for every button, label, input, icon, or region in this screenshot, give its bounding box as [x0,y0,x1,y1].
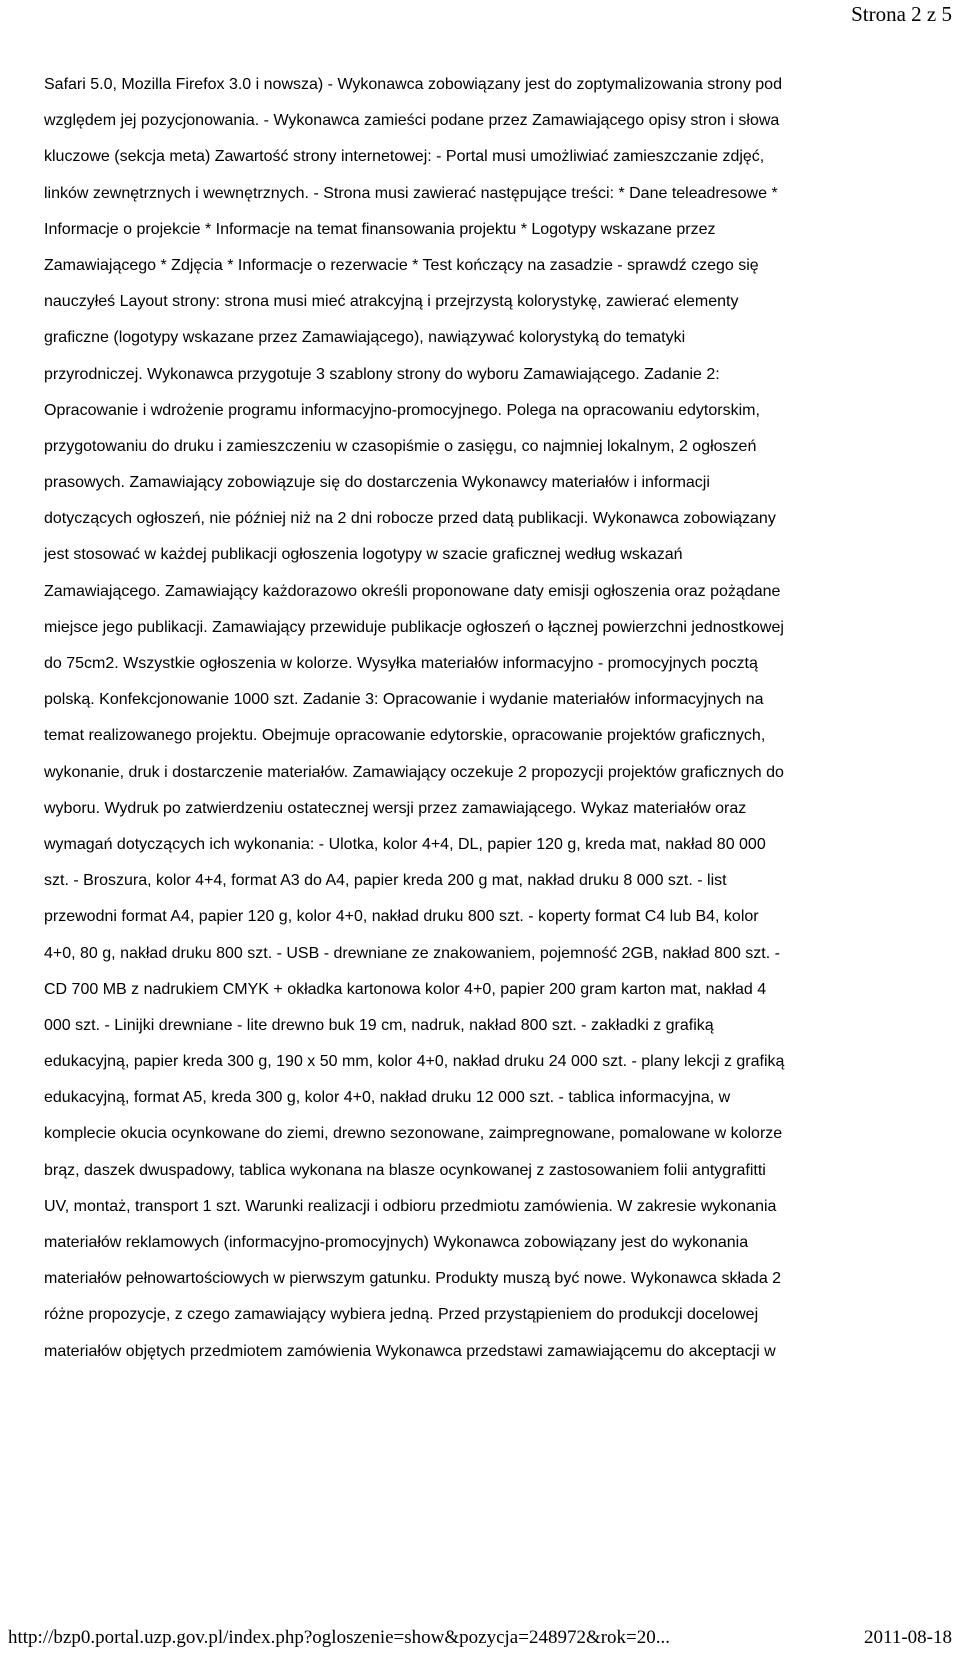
page-number: Strona 2 z 5 [851,2,952,26]
body-text-line: edukacyjną, papier kreda 300 g, 190 x 50 mm, kolor 4+0, nakład druku 24 000 szt. - plany lekcji z grafiką [44,1053,785,1071]
body-text-line: temat realizowanego projektu. Obejmuje opracowanie edytorskie, opracowanie projektów graficznych, [44,727,766,745]
page-footer [8,1626,952,1650]
footer-date: 2011-08-18 [864,1627,952,1648]
body-text-line: materiałów pełnowartościowych w pierwszym gatunku. Produkty muszą być nowe. Wykonawca składa 2 [44,1270,782,1288]
body-text-line: Safari 5.0, Mozilla Firefox 3.0 i nowsza) - Wykonawca zobowiązany jest do zoptymalizowania strony pod [44,76,782,93]
body-text-line: graficzne (logotypy wskazane przez Zamawiającego), nawiązywać kolorystyką do tematyki [44,329,686,347]
body-text-line: prasowych. Zamawiający zobowiązuje się do dostarczenia Wykonawcy materiałów i informacji [44,474,710,492]
body-text-line: wymagań dotyczących ich wykonania: - Ulotka, kolor 4+4, DL, papier 120 g, kreda mat, nakład 80 000 [44,835,766,853]
body-text-line: UV, montaż, transport 1 szt. Warunki realizacji i odbioru przedmiotu zamówienia. W zakresie wykonania [44,1197,777,1215]
body-text-line: wykonanie, druk i dostarczenie materiałów. Zamawiający oczekuje 2 propozycji projektów graficznych do [44,763,784,781]
body-text-line: różne propozycje, z czego zamawiający wybiera jedną. Przed przystąpieniem do produkcji docelowej [44,1306,759,1324]
document-body [44,67,948,1370]
body-text-line: nauczyłeś Layout strony: strona musi mieć atrakcyjną i przejrzystą kolorystykę, zawierać elementy [44,293,739,311]
body-text-line: Zamawiającego * Zdjęcia * Informacje o rezerwacie * Test kończący na zasadzie - sprawdź czego się [44,256,759,274]
body-text-line: linków zewnętrznych i wewnętrznych. - Strona musi zawierać następujące treści: * Dane teleadresowe * [44,184,778,202]
body-text-line: do 75cm2. Wszystkie ogłoszenia w kolorze. Wysyłka materiałów informacyjno - promocyjnych pocztą [44,655,758,672]
body-text-line: 4+0, 80 g, nakład druku 800 szt. - USB - drewniane ze znakowaniem, pojemność 2GB, nakład 800 szt. - [44,944,780,962]
body-text-line: Informacje o projekcie * Informacje na temat finansowania projektu * Logotypy wskazane przez [44,220,716,238]
body-text-line: jest stosować w każdej publikacji ogłoszenia logotypy w szacie graficznej według wskazań [44,546,683,564]
body-text-line: edukacyjną, format A5, kreda 300 g, kolor 4+0, nakład druku 12 000 szt. - tablica informacyjna, w [44,1089,731,1107]
body-text-line: przewodni format A4, papier 120 g, kolor 4+0, nakład druku 800 szt. - koperty format C4 lub B4, kolor [44,908,759,926]
body-text-line: komplecie okucia ocynkowane do ziemi, drewno sezonowane, zaimpregnowane, pomalowane w kolorze [44,1125,783,1143]
body-text-line: wyboru. Wydruk po zatwierdzeniu ostatecznej wersji przez zamawiającego. Wykaz materiałów oraz [44,799,747,817]
body-text-line: brąz, daszek dwuspadowy, tablica wykonana na blasze ocynkowanej z zastosowaniem folii antygrafitti [44,1161,766,1179]
body-text-line: Zamawiającego. Zamawiający każdorazowo określi proponowane daty emisji ogłoszenia oraz pożądane [44,582,781,600]
body-text-line: szt. - Broszura, kolor 4+4, format A3 do A4, papier kreda 200 g mat, nakład druku 8 000 szt. - list [44,872,727,890]
body-text-line: względem jej pozycjonowania. - Wykonawca zamieści podane przez Zamawiającego opisy stron i słowa [44,112,780,130]
body-text-line: kluczowe (sekcja meta) Zawartość strony internetowej: - Portal musi umożliwiać zamieszczanie zdjęć, [44,148,765,166]
body-text-line: polską. Konfekcjonowanie 1000 szt. Zadanie 3: Opracowanie i wydanie materiałów informacyjnych na [44,691,764,709]
body-text-line: materiałów objętych przedmiotem zamówienia Wykonawca przedstawi zamawiającemu do akceptacji w [44,1342,776,1360]
body-text-line: przyrodniczej. Wykonawca przygotuje 3 szablony strony do wyboru Zamawiającego. Zadanie 2: [44,365,720,383]
body-text-line: dotyczących ogłoszeń, nie później niż na 2 dni robocze przed datą publikacji. Wykonawca zobowiązany [44,510,776,528]
body-text-line: 000 szt. - Linijki drewniane - lite drewno buk 19 cm, nadruk, nakład 800 szt. - zakładki z grafiką [44,1016,714,1034]
body-text-line: Opracowanie i wdrożenie programu informacyjno-promocyjnego. Polega na opracowaniu edytorskim, [44,401,760,419]
body-text-line: przygotowaniu do druku i zamieszczeniu w czasopiśmie o zasięgu, co najmniej lokalnym, 2 ogłoszeń [44,437,757,455]
body-text-line: materiałów reklamowych (informacyjno-promocyjnych) Wykonawca zobowiązany jest do wykonania [44,1234,749,1251]
footer-url: http://bzp0.portal.uzp.gov.pl/index.php?ogloszenie=show&pozycja=248972&rok=20... [8,1627,671,1648]
body-text-line: CD 700 MB z nadrukiem CMYK + okładka kartonowa kolor 4+0, papier 200 gram karton mat, nakład 4 [44,980,767,998]
body-text-line: miejsce jego publikacji. Zamawiający przewiduje publikacje ogłoszeń o łącznej powierzchni jednostkowej [44,618,784,636]
